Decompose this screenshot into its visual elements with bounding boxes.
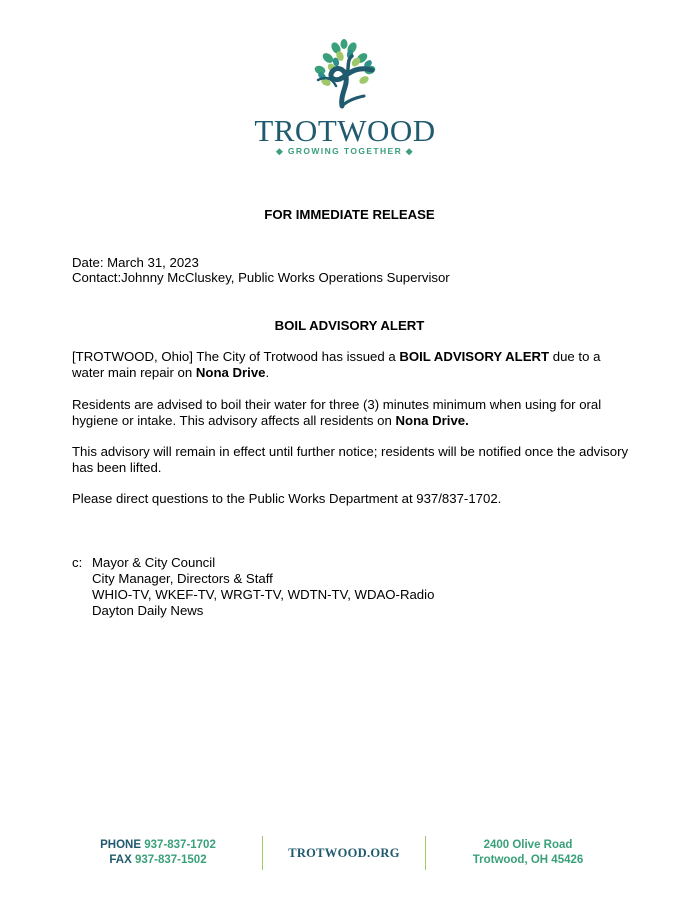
cc-recipient: WHIO-TV, WKEF-TV, WRGT-TV, WDTN-TV, WDAO-Radio — [92, 587, 435, 602]
tree-emblem-icon — [306, 36, 384, 112]
footer-phone-fax: PHONE 937-837-1702 FAX 937-837-1502 — [100, 839, 216, 866]
footer — [0, 836, 699, 872]
trotwood-logo — [250, 36, 440, 162]
footer-website: TROTWOOD.ORG — [288, 846, 400, 860]
footer-divider — [262, 836, 263, 870]
cc-recipient: Mayor & City Council — [92, 555, 216, 570]
cc-recipient: City Manager, Directors & Staff — [92, 571, 273, 586]
headline: BOIL ADVISORY ALERT — [274, 318, 425, 333]
release-label: FOR IMMEDIATE RELEASE — [264, 207, 435, 222]
footer-divider — [425, 836, 426, 870]
paragraph-instructions: Residents are advised to boil their water for three (3) minutes minimum when using for oral hygiene or intake. This advisory affects all residents on Nona Drive. — [72, 397, 602, 428]
contact-line: Contact:Johnny McCluskey, Public Works Operations Supervisor — [72, 270, 450, 285]
cc-label: c: — [72, 555, 83, 570]
cc-recipient: Dayton Daily News — [92, 603, 204, 618]
footer-address: 2400 Olive Road Trotwood, OH 45426 — [472, 839, 584, 866]
paragraph-announcement: [TROTWOOD, Ohio] The City of Trotwood has issued a BOIL ADVISORY ALERT due to a water main repair on Nona Drive. — [72, 349, 601, 380]
logo-tagline: ◆ GROWING TOGETHER ◆ — [276, 146, 414, 156]
logo-wordmark: TROTWOOD — [254, 113, 436, 148]
paragraph-duration: This advisory will remain in effect until further notice; residents will be notified once the advisory has been lifted. — [72, 444, 629, 475]
date-line: Date: March 31, 2023 — [72, 255, 199, 270]
paragraph-contact: Please direct questions to the Public Works Department at 937/837-1702. — [72, 491, 502, 506]
